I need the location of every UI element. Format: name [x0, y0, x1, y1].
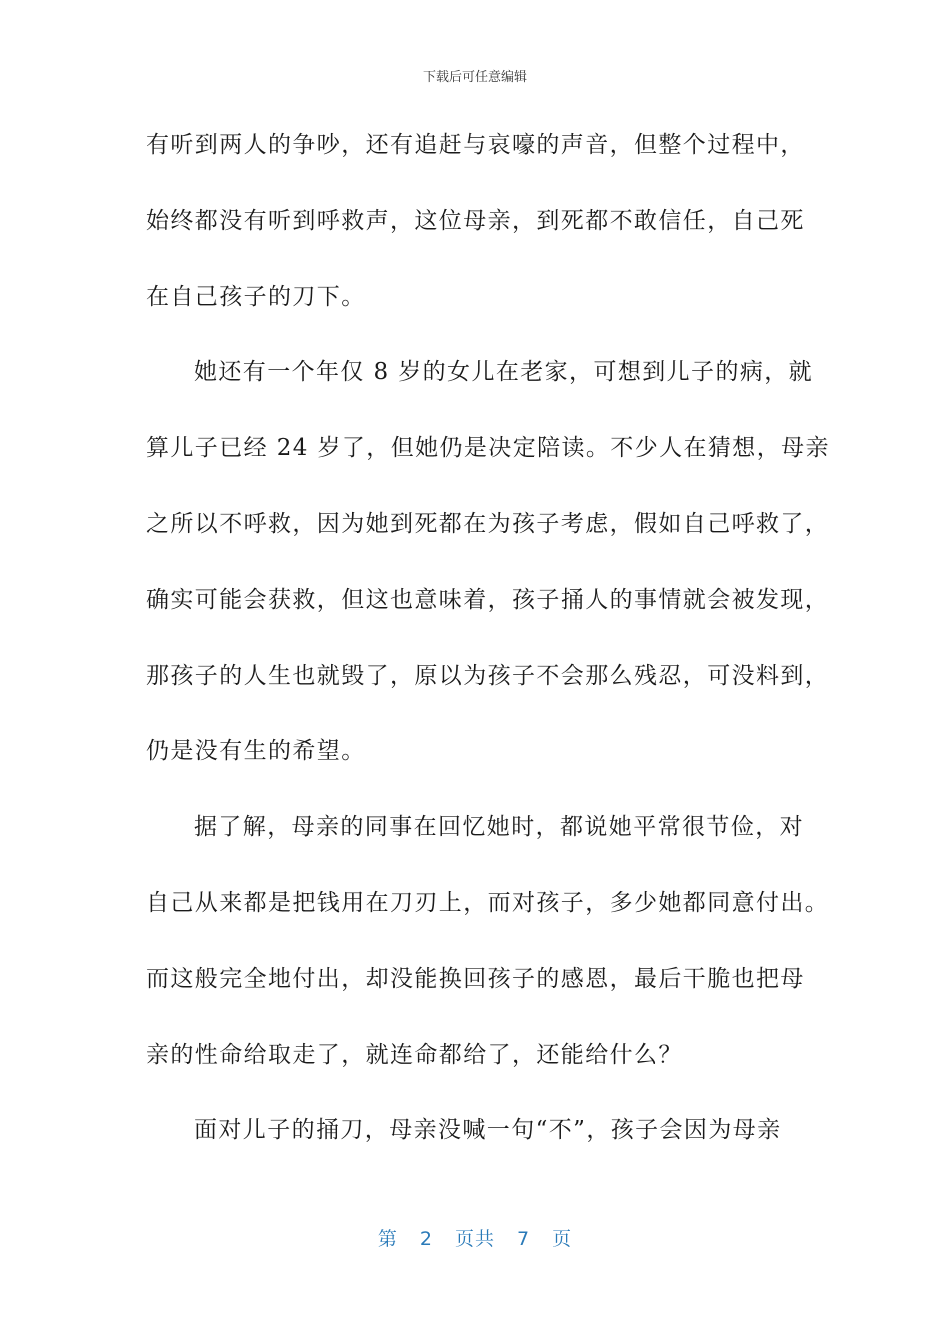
paragraph-start-line: 据了解，母亲的同事在回忆她时，都说她平常很节俭，对: [194, 814, 804, 841]
text-line: 有听到两人的争吵，还有追赶与哀嚎的声音，但整个过程中，: [146, 132, 805, 158]
page-header: 下载后可任意编辑: [422, 70, 527, 85]
text-line: 那孩子的人生也就毁了，原以为孩子不会那么残忍，可没料到，: [146, 662, 830, 689]
text-line: 在自己孩子的刀下。: [146, 283, 366, 310]
paragraph-start-line: 面对儿子的捅刀，母亲没喊一句“不”，孩子会因为母亲: [194, 1117, 782, 1144]
current-page-number: 2: [419, 1228, 433, 1250]
paragraph-start-line: 她还有一个年仅 8 岁的女儿在老家，可想到儿子的病，就: [194, 359, 814, 386]
text-line: 之所以不呼救，因为她到死都在为孩子考虑，假如自己呼救了，: [146, 510, 830, 537]
page-footer: [0, 1224, 950, 1251]
footer-label-page-of: 页共: [454, 1228, 495, 1250]
text-line: 亲的性命给取走了，就连命都给了，还能给什么？: [146, 1041, 683, 1068]
document-body: [146, 118, 830, 1179]
text-line: 而这般完全地付出，却没能换回孩子的感恩，最后干脆也把母: [146, 965, 805, 992]
text-line: 仍是没有生的希望。: [146, 738, 366, 765]
text-line: 确实可能会获救，但这也意味着，孩子捅人的事情就会被发现，: [146, 586, 830, 613]
footer-label-page-end: 页: [552, 1228, 573, 1250]
text-line: 始终都没有听到呼救声，这位母亲，到死都不敢信任，自己死: [146, 207, 805, 234]
footer-label-page: 第: [377, 1228, 398, 1250]
text-line: 自己从来都是把钱用在刀刃上，而对孩子，多少她都同意付出。: [146, 889, 830, 916]
total-pages-number: 7: [517, 1228, 531, 1250]
text-line: 算儿子已经 24 岁了，但她仍是决定陪读。不少人在猜想，母亲: [146, 435, 830, 462]
